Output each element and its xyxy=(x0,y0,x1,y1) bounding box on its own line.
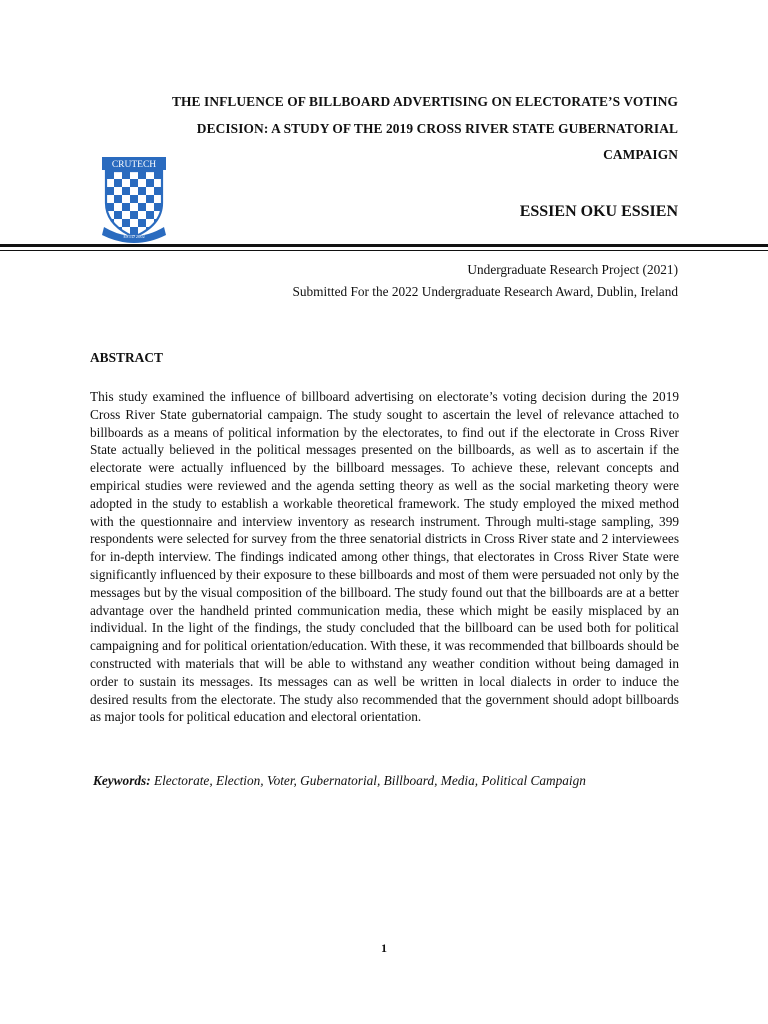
shield-check-square xyxy=(154,187,162,195)
title-line-2: DECISION: A STUDY OF THE 2019 CROSS RIVER STATE GUBERNATORIAL xyxy=(196,121,678,136)
shield-check-square xyxy=(138,203,146,211)
shield-check-square xyxy=(146,211,154,219)
logo-ribbon-text: ESTD 2002 xyxy=(123,234,145,239)
shield-check-square xyxy=(146,179,154,187)
shield-check-square xyxy=(106,195,114,203)
shield-check-square xyxy=(130,203,138,211)
shield-check-square xyxy=(154,195,162,203)
author-name: ESSIEN OKU ESSIEN xyxy=(519,203,678,220)
shield-check-square xyxy=(154,171,162,179)
shield-check-square xyxy=(114,171,122,179)
shield-check-square xyxy=(106,171,114,179)
page-number: 1 xyxy=(381,941,387,955)
header-rule-thin xyxy=(0,250,768,251)
header-rule-thick xyxy=(0,244,768,247)
shield-check-square xyxy=(106,179,114,187)
abstract-body: This study examined the influence of billboard advertising on electorate’s voting decision during the 2019 Cross River State gubernatorial campaign. The study sought to ascertain the level of relevance attached to billboards as a means of political information by the electorates, to find out if the electorate in Cross River State actually believed in the political messages presented on the billboards, as well as to ascertain if the electorate were actually influenced by the billboard messages. To achieve these, relevant concepts and empirical studies were reviewed and the agenda setting theory as well as the social marketing theory were adopted in the study to establish a workable theoretical framework. The study employed the mixed method with the questionnaire and interview inventory as research instrument. Through multi-stage sampling, 399 respondents were selected for survey from the three senatorial districts in Cross River state and 2 interviewees for in-depth interview. The findings indicated among other things, that electorates in Cross River State were significantly influenced by their exposure to these billboards and most of them were persuaded not only by the messages but by the visual composition of the billboard. The study found out that the billboards are at a better advantage over the handheld printed communication media, these which might be easily misplaced by an individual. In the light of the findings, the study concluded that the billboard can be used both for political campaigning and for political orientation/education. With these, it was recommended that billboards should be constructed with materials that will be able to withstand any weather condition without being damaged in order to sustain its messages. Its messages can as well be written in local dialects in order to induce the desired results from the electorate. The study also recommended that the government should adopt billboards as major tools for political education and electoral orientation. xyxy=(90,389,679,725)
shield-check-square xyxy=(130,219,138,227)
shield-check-square xyxy=(114,195,122,203)
shield-check-square xyxy=(146,171,154,179)
shield-check-square xyxy=(114,179,122,187)
shield-check-square xyxy=(146,195,154,203)
shield-check-square xyxy=(138,171,146,179)
title-line-1: THE INFLUENCE OF BILLBOARD ADVERTISING ON ELECTORATE’S VOTING xyxy=(171,94,678,109)
shield-check-square xyxy=(114,211,122,219)
abstract-heading: ABSTRACT xyxy=(90,350,163,365)
keywords-value: Electorate, Election, Voter, Gubernatorial, Billboard, Media, Political Campaign xyxy=(153,773,586,788)
shield-check-square xyxy=(138,179,146,187)
title-line-3: CAMPAIGN xyxy=(603,147,678,162)
shield-check-square xyxy=(122,171,130,179)
submission-line-2: Submitted For the 2022 Undergraduate Research Award, Dublin, Ireland xyxy=(292,284,678,299)
shield-check-square xyxy=(138,211,146,219)
logo-text: CRUTECH xyxy=(111,160,157,171)
shield-check-square xyxy=(122,187,130,195)
shield-check-square xyxy=(130,211,138,219)
keywords xyxy=(93,773,586,789)
shield-check-square xyxy=(122,211,130,219)
shield-check-square xyxy=(130,171,138,179)
shield-check-square xyxy=(114,187,122,195)
shield-check-square xyxy=(130,179,138,187)
shield-check-square xyxy=(138,219,146,227)
shield-check-square xyxy=(114,203,122,211)
keywords-label: Keywords: xyxy=(93,773,151,788)
shield-check-square xyxy=(130,195,138,203)
shield-check-square xyxy=(106,187,114,195)
submission-line-1: Undergraduate Research Project (2021) xyxy=(467,262,678,277)
crutech-logo xyxy=(96,155,172,243)
shield-check-square xyxy=(130,187,138,195)
shield-check-square xyxy=(122,179,130,187)
shield-check-square xyxy=(122,203,130,211)
shield-check-square xyxy=(146,187,154,195)
shield-check-square xyxy=(122,219,130,227)
shield-check-square xyxy=(154,179,162,187)
shield-check-square xyxy=(146,203,154,211)
shield-check-square xyxy=(138,195,146,203)
shield-check-square xyxy=(122,195,130,203)
shield-check-square xyxy=(138,187,146,195)
